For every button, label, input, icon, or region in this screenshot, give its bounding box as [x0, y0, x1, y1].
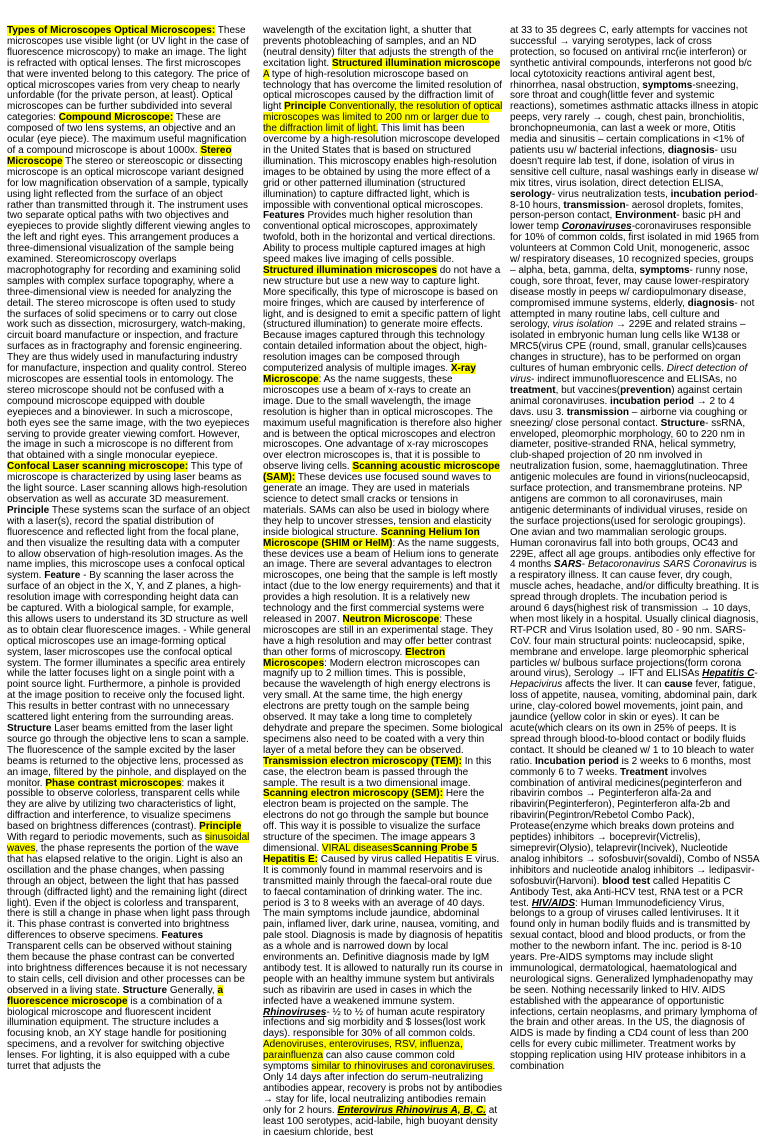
text-run: This limit has been overcome by a high-resolution microscope developed in the United States that is based on structured illumination. This microscopy enables high-resolution images to be obtained by using the more effect of a grid or other patterned illumination (structured illumination) to capture diffracted light, which is impossible with conventional optical microscopes. — [263, 123, 500, 211]
text-run: These are composed of two lens systems, an objective and an ocular (eye piece). The maximum useful magnification of a compound microscope is about 1000x. — [7, 112, 247, 156]
heading-run: Types of Microscopes Optical Microscopes: — [7, 25, 216, 36]
heading-run: Treatment — [620, 766, 668, 778]
heading-run: Scanning electron microscopy (SEM): — [263, 788, 444, 800]
text-run: → 2 to 4 davs. usu 3. — [510, 395, 735, 418]
text-run: , the phase represents the portion of the wave that has elapsed relative to the origin. Light is also an oscillation and the phase changes, when passing through an object, between the light that has passed through (diffracted light) and the remaining light (direct light). Even if the object is colorless and transparent, there is still a change in phase when light pass through it. This phase contrast is converted into brightness differences to observe specimens. — [7, 842, 250, 942]
text-run: : Modern electron microscopes can magnify up to 2 million times. This is possible, because the wavelength of high energy electrons is very small. At the same time, the high energy electrons are pretty tough on the sample being observed. It may take a long time to completely dehydrate and prepare the specimen. Some biological specimens also need to be coated with a very thin layer of a metal before they can be observed. — [263, 657, 503, 756]
text-run: sinusoidal waves — [7, 832, 250, 854]
text-run: A — [263, 68, 270, 80]
text-run: type of high-resolution microscope based on technology that has overcome the limited resolution of optical microscopes caused by the diffraction limit of light — [263, 68, 503, 113]
heading-run: Incubation period — [535, 755, 619, 767]
text-run: do not have a new structure but use a new way to capture light. More specifically, this type of microscope is based on moire fringes, which are caused by interference of light, and is designed to emit a specific pattern of light (structured illumination) to generate moire effects. Because images captured through this technology contain detailed information about the object, high-resolution images can be composed through computerized analysis of multiple images. — [263, 264, 501, 375]
heading-run: incubation period — [610, 395, 694, 407]
text-run: called Hepatitis C Antibody Test, aka Anti-HCV test, RNA test or a PCR test. — [510, 875, 744, 909]
heading-run: Structure — [660, 417, 706, 429]
text-run: can also cause common cold symptoms — [263, 1050, 455, 1073]
text-run: - — [754, 668, 758, 680]
text-run: : makes it possible to observe colorless, transparent cells while they are alive by utilizing two characteristics of light, diffraction and interference, to visualize specimens based on brightness differences (contrast). — [7, 777, 240, 833]
heading-run: diagnosis — [687, 297, 735, 309]
heading-run: Hepatitis E: — [263, 853, 319, 865]
heading-run: Feature — [44, 570, 81, 582]
heading-run: Principle — [284, 101, 327, 113]
text-run: Adenoviruses, enteroviruses, RSV, influenza, parainfluenza — [263, 1039, 463, 1062]
heading-run: Structured illumination microscope — [331, 57, 501, 69]
heading-run: Principle — [7, 504, 50, 516]
text-run: Caused by virus called Hepatitis E virus. It is commonly found in mammal reservoirs and is transmitted mainly through the faecal-oral route due to faecal contamination of drinking water. The inc. period is 3 to 8 weeks with an average of 40 days. The main symptoms include jaundice, abdominal pain, inflamed liver, dark urine, nausea, vomiting, and pale stool. Diagnosis is made by diagnosis of hepatitis as a whole and is narrowed down by local environments an. Definitive diagnosis made by IgM antibody test. It is allowed to naturally run its course in people with an healthy immune system but antivirals such as ribavirin are used in cases in which the infected have a weakened immune system. — [263, 853, 503, 1007]
text-run: Conventionally, the resolution of optical microscopes was limited to 200 nm or larger due to the diffraction limit of light. — [263, 101, 503, 135]
heading-run: SARS — [553, 559, 582, 571]
heading-run: symptoms — [639, 264, 690, 276]
text-run: – airborne via coughing or sneezing/ close personal contact. — [510, 406, 748, 429]
text-run: wavelength of the excitation light, a shutter that prevents photobleaching of samples, and an ND (neutral density) filter that adjusts the strength of the excitation light. — [263, 25, 494, 69]
text-run: - usu doesn't require lab test, if done, isolation of virus in sensitive cell culture, nasal washings early in disease w/ mix titres, virus isolation, direct detection ELISA, — [510, 144, 759, 189]
text-run: - runny nose, cough, sore throat, fever, may cause lower-respiratory disease mostly in peeps w/ cardiopulmonary disease, compromised immune systems, elderly, — [510, 264, 749, 309]
heading-run: Coronaviruses — [561, 221, 632, 233]
heading-run: symptoms — [642, 79, 693, 91]
heading-run: transmission — [566, 406, 629, 418]
text-run: ) against certain animal coronaviruses. — [510, 384, 743, 407]
text-run: is a combination of a biological microscope and fluorescent incident illumination equipment. The structure includes a focusing knob, an XY stage handle for positioning specimens, and a revolver for switching objective lenses. For lighting, it is also equipped with a cube turret that adjusts the — [7, 995, 230, 1073]
heading-run: Scanning Probe 5 — [392, 842, 478, 854]
heading-run: Structure — [7, 723, 52, 734]
text-run: - basic pH and lower temp — [510, 210, 741, 233]
heading-run: incubation period — [670, 188, 755, 200]
heading-run: Transmission electron microscopy (TEM): — [263, 755, 462, 767]
heading-run: Stereo Microscope — [7, 144, 232, 167]
text-run: - not attempted in many routine labs, cell culture and serology, — [510, 297, 755, 331]
text-run: : Human Immunodeficiency Virus, belongs to a group of viruses called lentiviruses. It it found only in human bodily fluids and is transmitted by sexual contact, blood and blood products, or from the mother to the newborn infant. The inc. period is 8-10 years. Pre-AIDS symptoms may include slight immunological, dermatological, haematological and neurological signs. Generalized lymphadenopathy may be seen. Nothing necessarily linked to HIV. AIDS established with the appearance of opportunistic infections, certain neoplasms, and primary lymphoma of the brain and other areas. In the US, the diagnosis of AIDS is made by finding a CD4 count of less than 200 cells for every cubic millimeter. Treatment works by stopping replication using HIV protease inhibitors in a combination — [510, 897, 758, 1073]
heading-run: Enterovirus Rhinovirus A, B, C. — [337, 1104, 487, 1116]
text-run: Here the electron beam is projected on the sample. The electrons do not go through the sample but bounce off. This way it is possible to visualize the surface structure of the specimen. The image appears 3 dimensional. — [263, 788, 489, 854]
text-run: Betacoronavirus SARS Coronavirus — [587, 559, 747, 571]
heading-run: Compound Microscope: — [58, 112, 174, 124]
heading-run: blood test — [602, 875, 651, 887]
text-run: This type of microscope is characterized by using laser beams as the light source. Laser scanning allows high-resolution observation as well as accurate 3D measurement. — [7, 461, 248, 505]
text-run: Direct detection of virus — [510, 363, 748, 385]
heading-run: cause — [664, 679, 693, 691]
text-run: : As the name suggests, these devices use a beam of Helium ions to generate an image. There are several advantages to electron microscopes, one being that the sample is left mostly intact (due to the low energy requirements) and that it provides a high resolution. It is a relatively new technology and the first commercial systems were released in 2007. — [263, 537, 500, 625]
text-run: Laser beams emitted from the laser light source go through the objective lens to scan a sample. The fluorescence of the sample excited by the laser beams is returned to the objective lens, processed as an image, filtered by the pinhole, and displayed on the monitor. — [7, 723, 249, 789]
heading-run: Features — [263, 210, 305, 222]
heading-run: serology — [510, 188, 552, 200]
text-run: Provides much higher resolution than conventional optical microscopes, approximately twofold, both in the horizontal and vertical directions. Ability to process multiple captured images at high speed makes live imaging of cells possible. — [263, 210, 496, 266]
heading-run: Phase contrast microscopes — [45, 777, 182, 789]
text-run: similar to rhinoviruses and coronaviruses — [311, 1061, 493, 1073]
text-run: These microscopes use visible light (or UV light in the case of fluorescence microscopy) to make an image. The light is refracted with optical lenses. The first microscopes that were invented belong to this category. The price of optical microscopes varies from very cheap to nearly unfordable (for the private person, at least). Optical microscopes can be further subdivided into several categories: — [7, 25, 250, 124]
text-run: : These microscopes are still in an experimental stage. They have a high resolution and may offer better contrast than other forms of microscopy. — [263, 613, 493, 658]
heading-run: Rhinoviruses — [263, 1006, 327, 1018]
text-run: - By scanning the laser across the surface of an object in the X, Y, and Z planes, a high-resolution image with corresponding height data can be captured. With a biological sample, for example, this allows users to understand its 3D structure as well as to obtain clear fluorescence images. - While general optical microscopes use an image-forming optical system, laser microscopes use the confocal optical system. The former illuminates a specific area entirely while the latter focuses light on a single point with a point source light. Furthermore, a pinhole is provided at the image position to receive only the focused light. This results in better contrast with no unnecessary scattered light entering from the surrounding areas. — [7, 570, 251, 724]
text-run: VIRAL diseases — [321, 842, 393, 854]
text-run: → 229E and related strains – isolated in embryonic human lung cells like W138 or MRC5(virus CPE (round, small, granular cells)causes changes in structure), has to be performed on organ cultures of human embryonic cells. — [510, 319, 747, 375]
text-run: -sneezing, sore throat and cough(little fever and systemic reactions), sometimes asthmatic attacks illness in atopic peeps, very rarely → cough, chest pain, bronchiolitis, bronchopneumonia, can last a week or more, Otitis media and sinusitis – certain complications in <1% of patients usu w/ bacterial infections, — [510, 79, 759, 156]
text-run: - ssRNA, enveloped, pleomorphic morphology, 60 to 220 nm in diameter, positive-stranded RNA, helical symmetry, club-shaped projection of 20 nm involved in neutralization fusion, some, haemagglutination. Three antigenic molecules are found in virions(nucleocapsid, surface protection, and transmembrane proteins. NP antigens are common to all coronaviruses, main antigenic determinants of individual viruses, reside on the surface projections(used for serologic groupings). One avian and two mammalian serologic groups. Human coronavirus fall into both groups, OC43 and 229E, affect all age groups. antibodies only effective for 4 months — [510, 417, 756, 571]
text-run: With regard to periodic movements, such as — [7, 832, 205, 844]
heading-run: treatment — [510, 384, 556, 396]
heading-run: Neutron Microscope — [342, 613, 440, 625]
heading-run: Features — [161, 930, 204, 942]
heading-run: a fluorescence microscope — [7, 984, 224, 1007]
text-run: Transparent cells can be observed without staining them because the phase contrast can be converted into brightness differences because it is not necessary to stain cells, cell division and other processes can be observed in a living state. — [7, 941, 247, 996]
heading-run: HIV/AIDS — [531, 897, 576, 909]
text-run: The stereo or stereoscopic or dissecting microscope is an optical microscope variant designed for low magnification observation of a sample, typically using light reflected from the surface of an object rather than transmitted through it. The instrument uses two separate optical paths with two objectives and eyepieces to provide slightly different viewing angles to the left and right eyes. This arrangement produces a three-dimensional visualization of the sample being examined. Stereomicroscopy overlaps macrophotography for recording and examining solid samples with complex surface topography, where a three-dimensional view is needed for analyzing the detail. The stereo microscope is often used to study the surfaces of solid specimens or to carry out close work such as dissection, microsurgery, watch-making, circuit board manufacture or inspection, and fracture surfaces as in fractography and forensic engineering. They are thus widely used in manufacturing industry for manufacture, inspection and quality control. Stereo microscopes are essential tools in entomology. The stereo microscope should not be confused with a compound microscope equipped with double eyepieces and a binoviewer. In such a microscope, both eyes see the same image, with the two eyepieces serving to provide greater viewing comfort. However, the image in such a microscope is no different from that obtained with a single monocular eyepiece. — [7, 155, 251, 462]
text-column-right — [510, 25, 760, 1073]
text-run: affects the liver. It can — [562, 679, 665, 691]
heading-run: Confocal Laser scanning microscope: — [7, 461, 189, 473]
text-run: at least 100 serotypes, acid-labile, high buoyant density in caesium chloride, best — [263, 1104, 498, 1138]
text-run: is 2 weeks to 6 months, most commonly 6 to 7 weeks. — [510, 755, 751, 778]
text-run: - ½ to ½ of human acute respiratory infections and sig morbidity and $ losses(lost work days). responsible for 30% of all common colds. — [263, 1006, 486, 1040]
text-run: , but vaccines( — [555, 384, 621, 396]
text-run: : As the name suggests, these microscopes use a beam of x-rays to create an image. Due to the small wavelength, the image resolution is higher than in optical microscopes. The maximum useful magnification is therefore also higher and is between the optical microscopes and electron microscopes. One advantage of x-ray microscopes over electron microscopes is, that it is possible to observe living cells. — [263, 374, 502, 473]
text-run: - aerosol droplets, fomites, person-person contact, — [510, 199, 744, 222]
text-run: In this case, the electron beam is passed through the sample. The result is a two dimensional image. — [263, 755, 492, 789]
text-run: These devices use focused sound waves to generate an image. They are used in materials science to detect small cracks or tensions in materials. SAMs can also be used in biology where they help to uncover stresses, tension and elasticity inside biological structure. — [263, 472, 492, 538]
text-run: . Only 14 days after infection do serum-neutralizing antibodies appear, recovery is probs not by antibodies → stay for life, local neutralizing antibodies remain only for 2 hours. — [263, 1061, 503, 1116]
text-run: virus isolation — [552, 319, 614, 331]
heading-run: transmission — [563, 199, 626, 211]
text-run: involves combination of antiviral medicines(peginterferon and ribavirin combos → Peginterferon alfa-2a and ribavirin(Peginterferon), Peginterferon alfa-2b and ribavirin(Pegintron/Rebetol Combo Pack), Protease(enzyme which breaks down proteins and peptides) inhibitors → boceprevir(Victrelis), simeprevir(Olysio), telaprevir(Incivek), Nucleotide analog inhibitors → sofosbuvir(sovaldi), Combo of NS5A inhibitors and nucleotide analog inhibitors → ledipasvir-sofosbuvir(Harvoni). — [510, 766, 760, 887]
heading-run: Hepatitis C — [702, 668, 755, 680]
text-column-left — [7, 25, 251, 1073]
text-run: - virus neutralization tests, — [551, 188, 671, 200]
heading-run: diagnosis — [667, 144, 715, 156]
text-column-middle — [263, 25, 503, 1138]
text-run: -coronaviruses responsible for 10% of common colds, first isolated in mid 1965 from volunteers at Common Cold Unit, monogeneric, assoc w/ respiratory diseases, 10 recognized species, groups – alpha, beta, gamma, delta, — [510, 221, 759, 276]
heading-run: Structure — [122, 984, 168, 996]
heading-run: Scanning acoustic microscope (SAM): — [263, 461, 500, 484]
text-run: Hepacivirus — [510, 679, 563, 691]
text-run: is a respiratory illness. It can cause fever, dry cough, muscle aches, headache, and/or difficulty breathing. It is spread through droplets. The incubation period is around 6 days(highest risk of transmission → 10 days, when most likely in a hospital. Usually clinical diagnosis, RT-PCR and Virus Isolation used, 80 - 90 nm. SARS-CoV. four main structural points: nucleocapsid, spike, membrane and envelope. large pleomorphic spherical particles w/ bulbous surface projections(form corona around virus), Serology → IFT and ELISAs — [510, 559, 759, 680]
text-run: fever, fatigue, loss of appetite, nausea, vomiting, abdominal pain, dark urine, clay-colored bowel movements, joint pain, and jaundice (yellow color in skin or eyes). It can be acute(which clears on its own in 25% of peeps. It is spread through blood-to-blood contact or bodily fluids contact. It should be cleaned w/ 1 to 10 bleach to water ratio. — [510, 679, 757, 767]
text-run: at 33 to 35 degrees C, early attempts for vaccines not successful → varying serotypes, lack of cross protection, so focused on antiviral rnc(ie interferon) or synthetic antiviral compounds, interferons not good b/c local cytotoxicity reactions antiviral agent best, rhinorrhea, nasal obstruction, — [510, 25, 752, 91]
heading-run: Environment — [615, 210, 677, 222]
heading-run: Electron Microscopes — [263, 646, 446, 669]
heading-run: Structured illumination microscopes — [263, 264, 437, 276]
heading-run: prevention — [620, 384, 672, 396]
text-run: These systems scan the surface of an object with a laser(s), record the spatial distribution of fluorescence and reflected light from the focal plane, and then visualize the resulting data with a computer to allow observation of high-resolution images. As the name implies, this microscope uses a confocal optical system. — [7, 504, 250, 582]
heading-run: Scanning Helium Ion Microscope (SHIM or HeIM) — [263, 526, 480, 549]
text-run: - 8-10 hours, — [510, 188, 758, 211]
text-run: - — [581, 559, 588, 571]
heading-run: X-ray Microscope — [263, 363, 476, 385]
text-run: Generally, — [167, 984, 218, 996]
heading-run: Principle — [199, 821, 242, 833]
text-run: - indirect immunofluorescence and ELISAs, no — [531, 374, 737, 385]
